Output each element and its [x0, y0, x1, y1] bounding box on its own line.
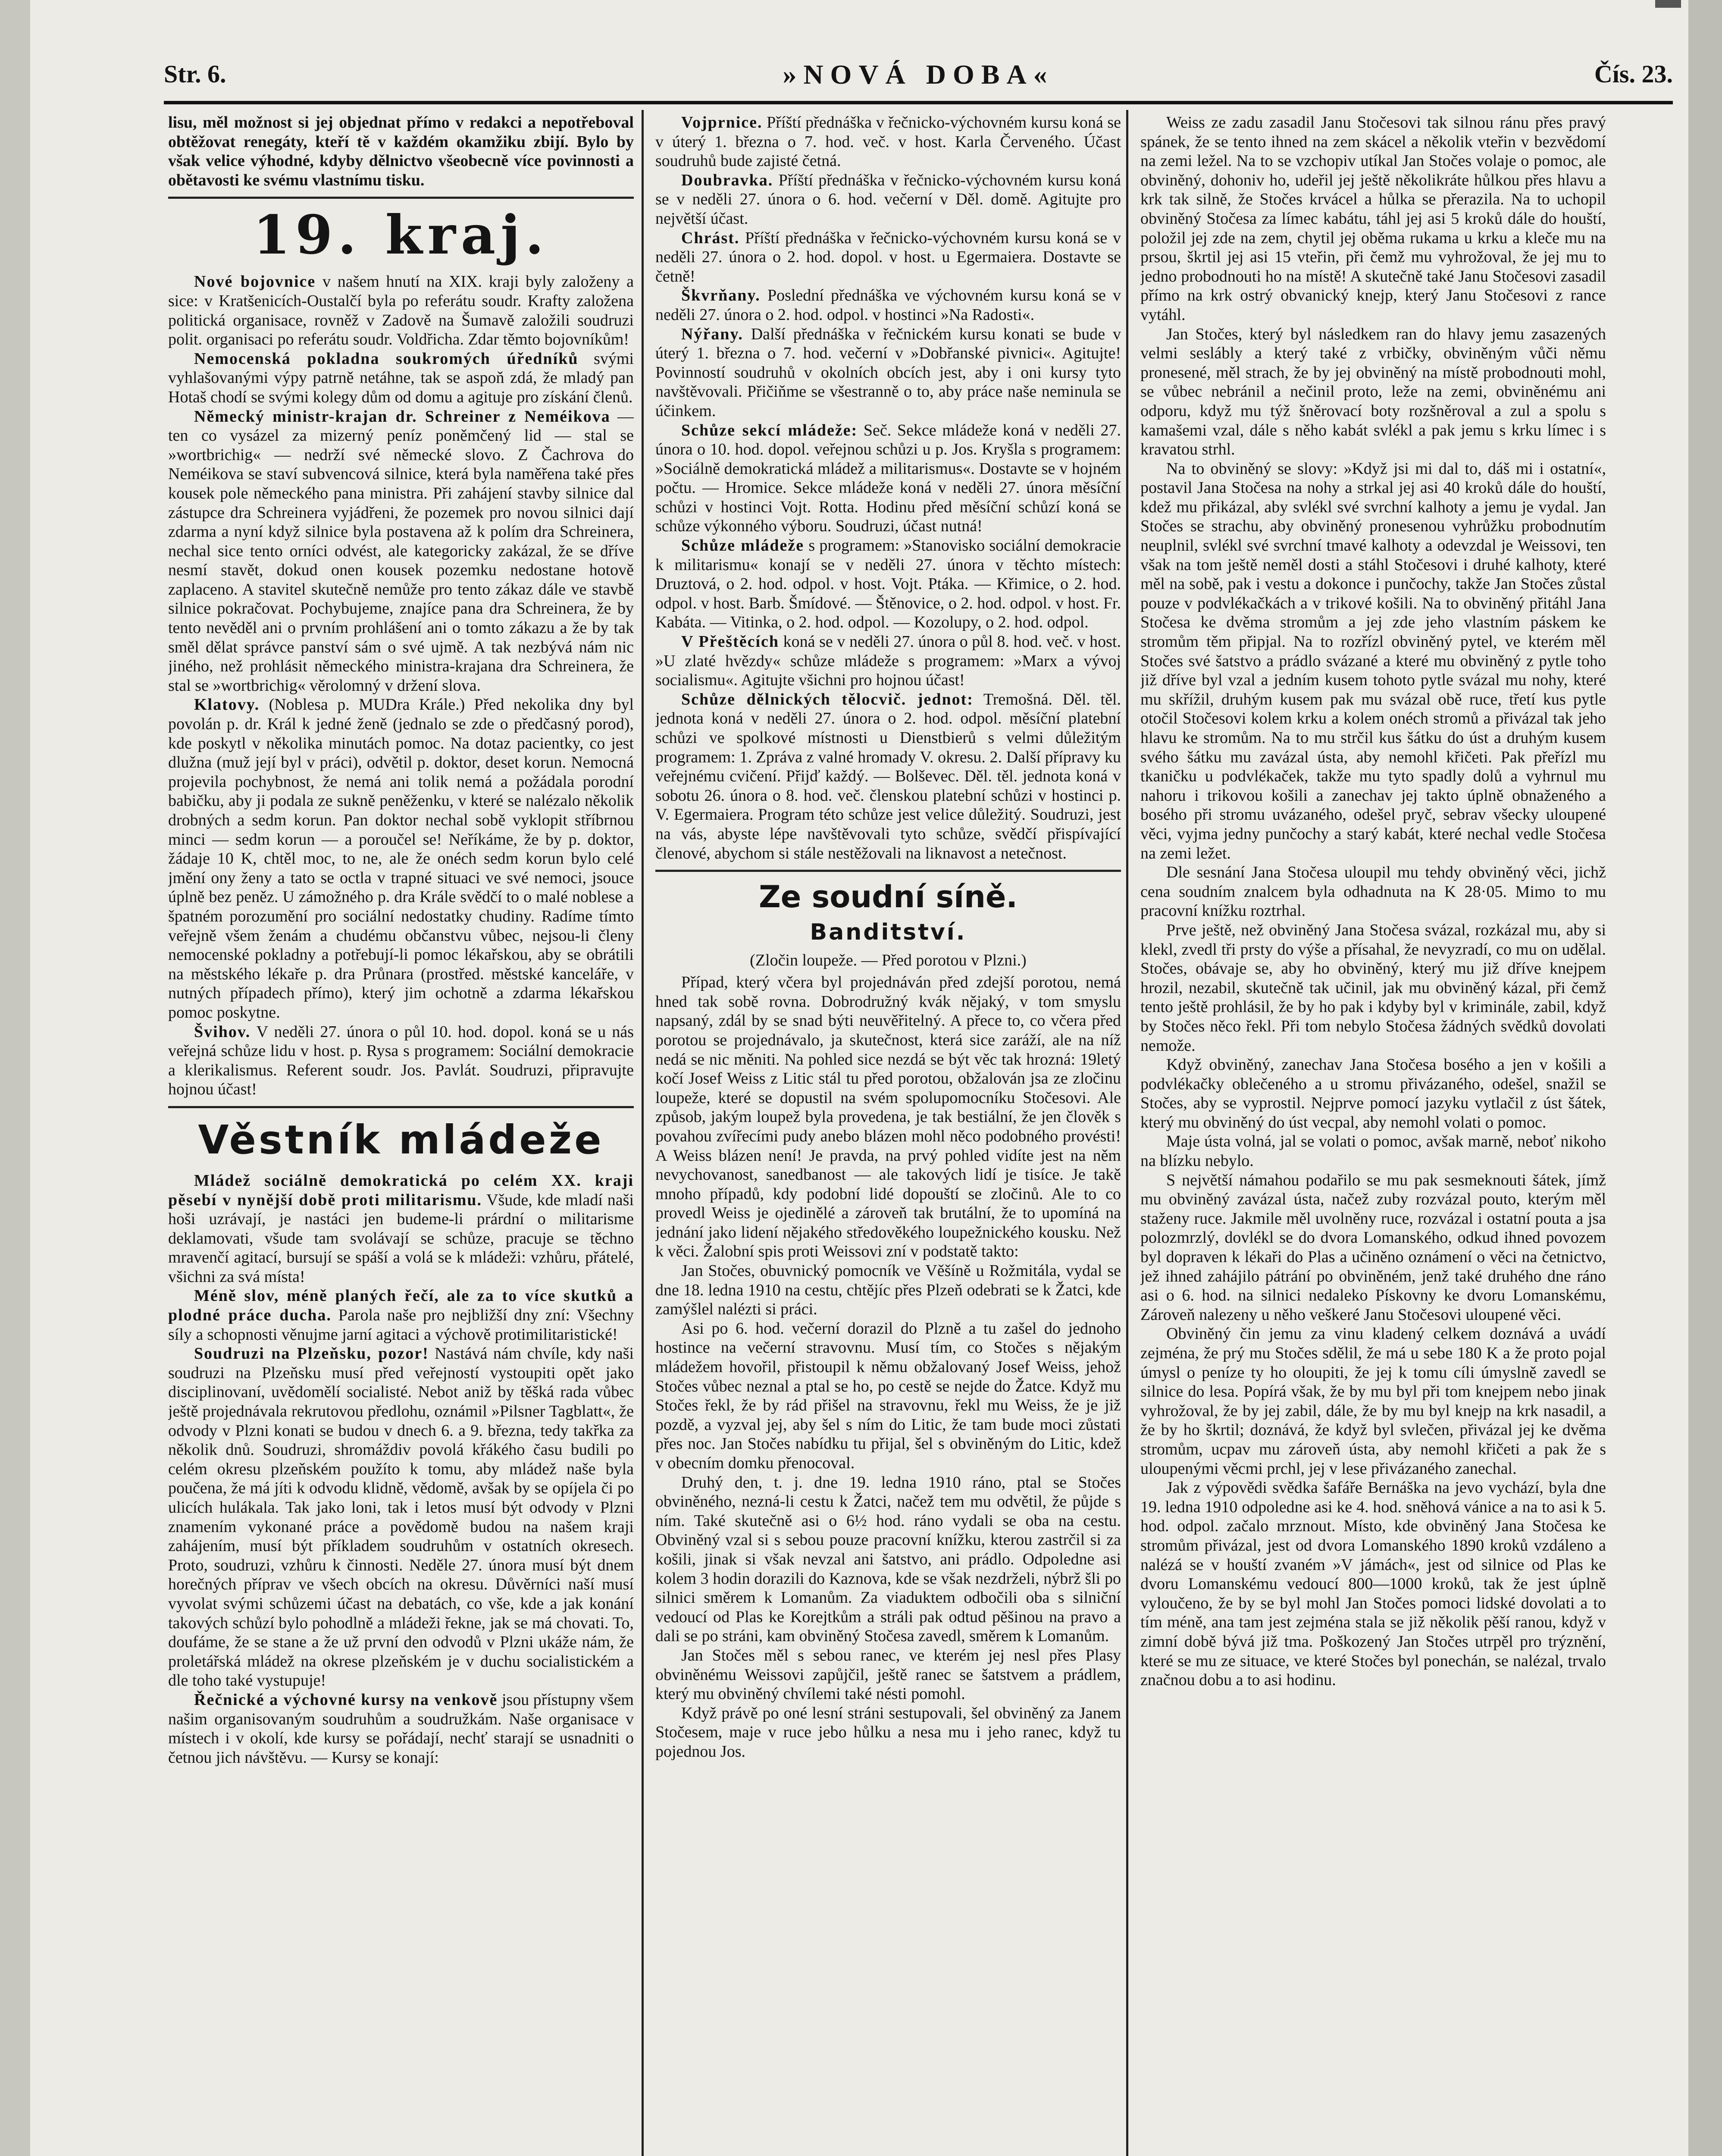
article-paragraph: Jak z výpovědi svědka šafáře Bernáška na jevo vychází, byla dne 19. ledna 1910 odpoledne asi ke 4. hod. sněhová vánice a na to asi k 5. hod. odpol. začalo mrznout. Místo, kde obviněný Jana Stočesa ke stromům přivázal, jest od dvora Lomanského 1890 kroků vzdáleno a nalézá se v houští zvaném »V jámách«, jest od silnice od Plas ke dvoru Lomanskému vedoucí 800—1000 kroků, tak že jest úplně vyloučeno, že by se byl mohl Jan Stočes pomoci lidské dovolati a to tím méně, ana tam jest zejména stala se již několik pěší ranou, když v zimní době bývá již tma. Poškozený Jan Stočes utrpěl pro trýznění, které se mu ze situace, ve které Stočes byl ponechán, se nalézal, trvalo značnou dobu a to asi hodinu.: [1140, 1479, 1606, 1689]
news-item-text: Další přednáška v řečnickém kursu konati se bude v úterý 1. března o 7. hod. večerní v »Dobřanské pivnici«. Agitujte! Povinností soudruhů v okolních obcích jest, aby i oni kursy tyto navštěvovali. Přičiňme se všestranně o to, aby práce naše neminula se účinkem.: [655, 325, 1121, 420]
news-item-heading: Řečnické a výchovné kursy na venkově: [194, 1690, 498, 1709]
section-rule: [168, 1106, 634, 1108]
news-item-heading: Mládež sociálně demokratická po celém XX. kraji pěsebí v nynější době proti militarismu.: [168, 1171, 634, 1209]
article-paragraph: Na to obviněný se slovy: »Když jsi mi dal to, dáš mi i ostatní«, postavil Jana Stočesa na nohy a strkal jej asi 40 kroků dále do houští, kdež mu přikázal, aby svlékl své svrchní kalhoty a jemu je vydal. Jan Stočes se strachu, aby obviněný pronesenou vyhrůžku probodnutím neuplnil, svlékl své svrchní tmavé kalhoty a odevzdal je Weissovi, ten však na tom ještě neměl dosti a stáhl Stočesovi i druhé kalhoty, které měl na sobě, pak i vestu a dokonce i punčochy, takže Jan Stočes zůstal pouze v podvlékačkách a v trikové košili. Na to obviněný přitáhl Jana Stočesa ke dvěma stromům a jej zde jeho vlastním páskem ke stromům těm připjal. Na to rozřízl obviněný pytel, ve kterém měl Stočes své šatstvo a prádlo svázané a které mu obviněný z pytle toho již dříve byl vzal a jedním kusem tohoto pytle svázal mu nohy, které mu skřížil, druhým kusem pak mu svázal obě ruce, třetí kus pytle otočil Stočesovi kolem krku a kolem onéch stromů a přivázal tak jeho hlavu ke stromům. Na to mu strčil kus šátku do úst a druhým kusem svého šátku mu zavázal ústa, aby nemohl křičeti. Pak přeřízl mu tkaničku u podvlékaček, takže mu tyto spadly dolů a vyhrnul mu nahoru i trikovou košili a zanechav jej takto úplně obnaženého a bosého při stromu uvázaného, odešel pryč, sebrav všecky uloupené věci, vyjma jedny punčochy a starý kabát, které nechal vedle Stočesa na zemi ležet.: [1140, 459, 1606, 862]
ink-mark: [1655, 0, 1681, 8]
court-article-note: (Zločin loupeže. — Před porotou v Plzni.): [750, 951, 1027, 970]
paper-title: »NOVÁ DOBA«: [783, 59, 1054, 90]
news-item: [655, 421, 1121, 536]
court-section-title: Ze soudní síně.: [758, 879, 1018, 915]
news-item: [168, 272, 634, 349]
news-item-text: s programem: »Stanovisko sociální demokracie k militarismu« konají se v neděli 27. února v těchto místech: Druztová, o 2. hod. odpol. v host. Vojt. Ptáka. — Křimice, o 2. hod. odpol. v host. Barb. Šmídové. — Štěnovice, o 2. hod. odpol. v host. Fr. Kabáta. — Vitinka, o 2. hod. odpol. — Kozolupy, o 2. hod. odpol.: [655, 536, 1121, 632]
section-rule: [655, 870, 1121, 872]
news-item-heading: Soudruzi na Plzeňsku, pozor!: [194, 1344, 429, 1363]
court-article-body: [655, 973, 1121, 1761]
column-divider-1: [642, 110, 644, 2156]
news-item-text: (Noblesa p. MUDra Krále.) Před nekolika dny byl povolán p. dr. Král k jedné ženě (jednalo se zde o předčasný porod), kde poskytl v několika minutách pomoc. Na dotaz pacientky, co jest dlužna (muž její byl v práci), odvětil p. doktor, deset korun. Nemocná projevila pochybnost, že nemá ani tolik nemá a požádala porodní babičku, aby ji podala ze sukně peněženku, v které se nalézalo několik drobných a sedm korun. Pan doktor nechal sobě vyklopit stříbrnou minci — sedm korun — a poroučel se! Neříkáme, že by p. doktor, žádaje 10 K, chtěl moc, to ne, ale že onéch sedm korun bylo celé jmění ony ženy a tato se octla v trapné situaci ve své nemoci, jsouce úplně bez peněz. U zámožného p. dra Krále svědčí to o malé noblese a špatném porozumění pro sociální nedostatky chudiny. Radíme tímto veřejně všem ženám a chudému občanstvu vůbec, nejsou-li členy nemocenské pokladny a potřebují-li pomoc lékařskou, aby se obrátili na městského lékaře p. dra Průnara (prostřed. městské kanceláře, v nutných případech přímo), který jim ochotně a zdarma lékařskou pomoc poskytne.: [168, 696, 634, 1022]
article-paragraph: Druhý den, t. j. dne 19. ledna 1910 ráno, ptal se Stočes obviněného, nezná-li cestu k Žatci, načež tem mu odvětil, že půjde s ním. Také skutečně asi o 6½ hod. ráno vydali se oba na cestu. Obviněný vzal si s sebou pouze pracovní knížku, kterou zastrčil si za košili, jinak si však nevzal ani šatstvo, ani prádlo. Odpoledne asi kolem 3 hodin dorazili do Kaznova, kde se však nezdrželi, nýbrž šli po silnici směrem k Lomanům. Za viaduktem odbočili oba s silniční vedoucí od Plas ke Korejtkům a stráli pak odtud pěšinou na pravo a dali se po stráni, kam obviněný Stočesa zavedl, směrem k Lomanům.: [655, 1473, 1121, 1645]
column-2: [655, 113, 1121, 2156]
news-item-heading: Švihov.: [194, 1022, 251, 1041]
news-item-text: Příští přednáška v řečnicko-výchovném kursu koná se v úterý 1. března o 7. hod. več. v host. Karla Červeného. Účast soudruhů bude zajisté četná.: [655, 113, 1121, 170]
youth-news-list: [168, 1171, 634, 1767]
news-item-text: svými vyhlašovanými výpy patrně netáhne, tak se aspoň zdá, že mladý pan Hotaš chodí se svými kolegy dům od domu a agituje pro získání členů.: [168, 349, 634, 406]
kraj-news-list: [168, 272, 634, 1099]
column-divider-2: [1126, 110, 1128, 2156]
news-item-heading: V Přeštěcích: [681, 633, 780, 651]
intro-paragraph: lisu, měl možnost si jej objednat přímo v redakci a nepotřeboval obtěžovat renegáty, kteří tě v každém okamžiku zbijí. Bylo by však velice výhodné, kdyby dělnictvo všeobecně více povinnosti a obětavosti ke svému vlastnímu tisku.: [168, 113, 634, 189]
section-title-19-kraj: 19. kraj.: [253, 204, 549, 267]
news-item-heading: Schůze dělnických tělocvič. jednot:: [681, 690, 974, 708]
news-item-heading: Schůze sekcí mládeže:: [681, 421, 858, 439]
article-paragraph: Když obviněný, zanechav Jana Stočesa bosého a jen v košili a podvlékačky oblečeného a u stromu přivázaného, odešel, snažil se Stočes, aby se vyprostil. Nejprve pomocí jazyku vytlačil z úst šátek, který mu obviněný do úst vecpal, aby nemohl volati o pomoc.: [1140, 1056, 1606, 1131]
news-item-text: Poslední přednáška ve výchovném kursu koná se v neděli 27. února o 2. hod. odpol. v hostinci »Na Radosti«.: [655, 286, 1121, 324]
news-item: [168, 1690, 634, 1767]
news-item-heading: Doubravka.: [681, 171, 773, 189]
column-3: [1140, 113, 1606, 2156]
news-item-text: koná se v neděli 27. února o půl 8. hod. več. v host. »U zlaté hvězdy« schůze mládeže s programem: »Marx a vývoj socialismu«. Agitujte všichni pro hojnou účast!: [655, 633, 1121, 689]
article-paragraph: Dle sesnání Jana Stočesa uloupil mu tehdy obviněný věci, jichž cena soudním znalcem byla odhadnuta na K 28·05. Mimo to mu pracovní knížku roztrhal.: [1140, 863, 1606, 920]
news-item-heading: Méně slov, méně planých řečí, ale za to více skutků a plodné práce ducha.: [168, 1287, 634, 1325]
section-title-youth: Věstník mládeže: [198, 1116, 604, 1163]
scan-edge-left: [0, 0, 30, 2156]
article-paragraph: Když právě po oné lesní stráni sestupovali, šel obviněný za Janem Stočesem, maje v ruce jebo hůlku a nesa mu i jeho ranec, když tu pojednou Jos.: [655, 1704, 1121, 1761]
court-article-title: Banditství.: [810, 919, 967, 946]
header-rule: [164, 101, 1673, 104]
article-paragraph: Obviněný čin jemu za vinu kladený celkem doznává a uvádí zejména, že prý mu Stočes sdělil, že má u sebe 180 K a že proto pojal úmysl o peníze ty ho oloupiti, že jej k tomu cíli úmyslně zavedl se silnice do lesa. Popírá však, že by mu byl při tom knejpem nebo jinak vyhrožoval, že by jej zabil, dále, že by mu byl knejp na krk nasadil, a že by ho škrtil; doznává, že když byl svlečen, přivázal jej ke dvěma stromům, ucpav mu zároveň ústa, aby nemohl křičeti a pak že s uloupenými věcmi prchl, jej v lese přivázaného zanechal.: [1140, 1325, 1606, 1478]
news-item-text: Parola naše pro nejbližší dny zní: Všechny síly a schopnosti věnujme jarní agitaci a výchově protimilitaristické!: [168, 1306, 634, 1344]
news-item-text: — ten co vysázel za mizerný peníz poněmčený lid — stal se »wortbrichig« — nedrží své německé slovo. Z Čachrova do Neméikova se staví subvencová silnice, která byla naměřena také přes kousek pole německého pana ministra. Při zahájení stavby silnice dal zástupce dra Schreinera vyjádřeni, že pozemek pro novou silnici dají zdarma a nyní když silnice byla postavena až k polím dra Schreinera, nechal sice tento orníci odvést, ale kategoricky zakázal, že se dříve nesmí stavět, dokud onen kousek pozemku nedostane hotově zaplaceno. A stavitel skutečně nemůže pro tento zákaz dále ve stavbě silnice pokračovat. Pochybujeme, znajíce pana dra Schreinera, že by tento nevěděl ani o prvním prohlášení ani o tomto zákazu a že by tak směl dělat správce panství sám o své ujmě. A tak nezbývá nám nic jiného, než prohlásit německého ministra-krajana dra Schreinera, že stal se »wortbrichig« věrolomný v držení slova.: [168, 407, 634, 695]
news-item: [168, 1022, 634, 1099]
scan-edge-right: [1688, 0, 1722, 2156]
news-item-text: V neděli 27. února o půl 10. hod. dopol. koná se u nás veřejná schůze lidu v host. p. Rysa s programem: Sociální demokracie a klerikalismus. Referent soudr. Jos. Pavlát. Soudruzi, připravujte hojnou účast!: [168, 1022, 634, 1099]
article-paragraph: Jan Stočes, který byl následkem ran do hlavy jemu zasazených velmi seslábly a který také z vrbičky, obviněným vůči němu pronesené, měl strach, že by jej obviněný na místě probodnouti mohl, se vůbec nebránil a nečinil proto, leže na zemi, obviněnému ani odporu, když mu týž šněrovací boty rozšněroval a zul a spolu s kamašemi vzal, dále s něho kabát svlékl a pak jemu s krku límec i s kravatou strhl.: [1140, 325, 1606, 459]
news-item-text: Příští přednáška v řečnicko-výchovném kursu koná se v neděli 27. února o 6. hod. večerní v Děl. domě. Agitujte pro největší účast.: [655, 171, 1121, 228]
news-item-heading: Chrást.: [681, 229, 740, 247]
news-item-heading: Nemocenská pokladna soukromých úředníků: [194, 349, 579, 368]
news-item: [655, 113, 1121, 171]
news-item-heading: Schůze mládeže: [681, 536, 805, 555]
news-item: [168, 1171, 634, 1287]
news-item: [168, 695, 634, 1022]
news-item-heading: Vojprnice.: [681, 113, 763, 132]
news-item-heading: Klatovy.: [194, 696, 260, 714]
news-item-heading: Škvrňany.: [681, 286, 761, 305]
issue-number: Čís. 23.: [1594, 60, 1673, 88]
court-article-continuation: [1140, 113, 1606, 1690]
news-item-text: Všude, kde mladí naši hoši uzrávají, je nastáci jen budeme-li prárdní o militarisme deklamovati, všude tam svolávají se schůze, pracuje se těchno mravenčí agitací, bursují se spáší a volá se k mládeži: vzhůru, přátelé, všichni za svá místa!: [168, 1191, 634, 1286]
article-paragraph: Prve ještě, než obviněný Jana Stočesa svázal, rozkázal mu, aby si klekl, zvedl tři prsty do výše a přísahal, že nevyzradí, co mu on udělal. Stočes, obávaje se, aby ho obviněný, který mu již dříve knejpem hrozil, nezabil, skutečně tak učinil, jak mu obviněný kázal, při čemž tento ještě prohlásil, že by ho pak i kdyby byl v kriminále, zabil, když by Stočes něco řekl. Při tom nebylo Stočesa žádných svědků dovolati nemože.: [1140, 921, 1606, 1055]
news-item-heading: Nové bojovnice: [194, 273, 316, 291]
page-header: [164, 51, 1673, 98]
page-number: Str. 6.: [164, 60, 226, 88]
news-item-heading: Nýřany.: [681, 325, 743, 343]
news-item: [168, 1286, 634, 1344]
column-1: [168, 113, 634, 2156]
news-item: [655, 171, 1121, 229]
news-item-text: jsou přístupny všem našim organisovaným soudruhům a soudružkám. Naše organisace v místech i v okolí, kde kursy se pořádají, nechť starají se usnadniti o četnou jich návštěvu. — Kursy se konají:: [168, 1690, 634, 1767]
article-paragraph: Weiss ze zadu zasadil Janu Stočesovi tak silnou ránu přes pravý spánek, že se tento ihned na zem skácel a několik vteřin v bezvědomí na zemi ležel. Na to se vzchopiv utíkal Jan Stočes volaje o pomoc, ale obviněný, dohoniv ho, udeřil jej ještě několikráte hůlkou přes hlavu a krk tak silně, že Stočes krvácel a hůlka se přerazila. Na to uchopil obviněný Stočesa za límec kabátu, táhl jej asi 5 kroků dále do houští, položil jej zde na zem, chytil jej oběma rukama u krku a kleče mu na prsou, škrtil jej asi 15 vteřin, při čemž mu vyhrožoval, že jej mu to jedno probodnouti ho na místě! A skutečně také Janu Stočesovi zasadil přímo na krk ostrý obvanický knejp, který Janu Stočesovi z rance vytáhl.: [1140, 113, 1606, 324]
news-item-heading: Německý ministr-krajan dr. Schreiner z Neméikova: [194, 407, 611, 426]
news-item-text: Seč. Sekce mládeže koná v neděli 27. února o 10. hod. dopol. veřejnou schůzi u p. Jos. Kryšla s programem: »Sociálně demokratická mládež a militarismus«. Dostavte se v hojném počtu. — Hromice. Sekce mládeže koná v neděli 27. února měsíční schůzi v hostinci Vojt. Rotta. Hodinu před měsíční schůzí koná se schůze výkonného výboru. Soudruzi, účast nutná!: [655, 421, 1121, 536]
news-item-text: v našem hnutí na XIX. kraji byly založeny a sice: v Kratšenicích-Oustalčí byla po referátu soudr. Krafty založena politická organisace, rovněž v Zadově na Šumavě založili soudruzi polit. organisaci po referátu soudr. Voldřicha. Zdar těmto bojovníkům!: [168, 273, 634, 349]
news-item: [168, 407, 634, 696]
news-item: [168, 1344, 634, 1690]
news-item: [655, 690, 1121, 863]
news-item: [655, 325, 1121, 421]
news-item-text: Tremošná. Děl. těl. jednota koná v neděli 27. února o 2. hod. odpol. měsíční platební schůzi ve spolkové místnosti u Dienstbierů s velmi důležitým programem: 1. Zpráva z valné hromady V. okresu. 2. Další přípravy ku veřejnému cvičení. Přijď každý. — Bolševec. Děl. těl. jednota koná v sobotu 26. února o 8. hod. več. členskou platební schůzi v hostinci p. V. Egermaiera. Program této schůze jest velice důležitý. Soudruzi, jest na vás, abyste lépe navštěvovali tyto schůze, svědčí přispívající členové, abychom si stále nestěžovali na liknavost a netečnost.: [655, 690, 1121, 862]
article-paragraph: Maje ústa volná, jal se volati o pomoc, avšak marně, neboť nikoho na blízku nebylo.: [1140, 1132, 1606, 1170]
article-paragraph: Jan Stočes, obuvnický pomocník ve Věšíně u Rožmitála, vydal se dne 18. ledna 1910 na cestu, chtějíc přes Plzeň odebrati se k Žatci, kde zamýšlel nalézti si práci.: [655, 1262, 1121, 1319]
section-rule: [168, 197, 634, 199]
article-paragraph: Jan Stočes měl s sebou ranec, ve kterém jej nesl přes Plasy obviněnému Weissovi zapůjčil, ještě ranec se šatstvem a prádlem, který mu obviněný chvílemi také nésti pomohl.: [655, 1646, 1121, 1703]
article-paragraph: S největší námahou podařilo se mu pak sesmeknouti šátek, jímž mu obviněný zavázal ústa, načež zuby rozvázal pouto, kterým měl staženy ruce. Jakmile měl uvolněny ruce, rozvázal i ostatní pouta a jsa polozmrzlý, dovlékl se do dvora Lomanského, odkud ihned povozem byl dopraven k lékaři do Plas a učiněno oznámení o věci na četnictvo, jež ihned zahájilo pátrání po obviněném, jenž také druhého dne ráno asi o 6. hod. na silnici nedaleko Pískovny ke dvoru Lomanskému, Zároveň nalezeny u něho veškeré Janu Stočesovi uloupené věci.: [1140, 1171, 1606, 1324]
article-paragraph: Asi po 6. hod. večerní dorazil do Plzně a tu zašel do jednoho hostince na večerní stravovnu. Musí tím, co Stočes s nějakým mládežem hovořil, přistoupil k němu obžalovaný Josef Weiss, jehož Stočes vůbec neznal a ptal se ho, po cestě se nejde do Žatce. Když mu Stočes řekl, že by rád přišel na stravovnu, řekl mu Weiss, že je již pozdě, a vyzval jej, aby šel s ním do Litic, že tam bude moci zůstati přes noc. Jan Stočes nabídku tu přijal, šel s obviněným do Litic, kdež v obecním domku přenocoval.: [655, 1319, 1121, 1472]
news-item: [168, 349, 634, 407]
news-item: [655, 286, 1121, 324]
article-paragraph: Případ, který včera byl projednáván před zdejší porotou, nemá hned tak sobě rovna. Dobrodružný kvák nějaký, v tom smyslu napsaný, zdál by se snad býti neuvěřitelný. A přece to, co včera před porotou se projednávalo, ja skutečnost, která sice zaráží, ale na níž nedá se nic měniti. Na pohled sice nezdá se být věc tak hrozná: 19letý kočí Josef Weiss z Litic stál tu před porotou, obžalován jsa ze zločinu loupeže, které se dopustil na svém spolupomocníku Stočesovi. Ale způsob, jakým loupež byla provedena, je tak bestiální, že jen člověk s povahou zvířecími pudy anebo blázen mohl něco podobného provésti! A Weiss blázen není! Je pravda, na prvý pohled vidíte jest na něm nevychovanost, sanedbanost — ale takových lidí je tisíce. Je takě mnoho případů, kdy podobní lidé dopouští se zločinů. Ale to co provedl Weiss je ojedinělé a zároveň tak brutální, že to upomíná na jednání jako lidení nějakého středověkého loupežnického kousku. Než k věci. Žalobní spis proti Weissovi zní v podstatě takto:: [655, 973, 1121, 1261]
news-item: [655, 536, 1121, 632]
news-item-text: Nastává nám chvíle, kdy naši soudruzi na Plzeňsku musí před veřejností vystoupiti opět jako disciplinovaní, uvědomělí socialisté. Nebot aniž by těšká rada vůbec ještě projednávala rekrutovou předlohu, oznámil »Pilsner Tagblatt«, že odvody v Plzni konati se budou v dnech 6. a 9. března, tedy takřka za několik dnů. Soudruzi, shromáždiv povolá křákého času budili po celém okresu plzeňském použíto k tomu, aby mládež naše byla poučena, že má jíti k odvodu klidně, vědomě, avšak by se opíjela či po ulicích hulákala. Tak jako loni, tak i letos musí být odvody v Plzni znamením vykonané práce a povědomě budou na našem kraji zahájením, musí být příkladem soudruhům v ostatních okresech. Proto, soudruzi, vzhůru k činnosti. Neděle 27. února musí být dnem horečných příprav ve všech obcích na okresu. Důvěrníci naší musí vyvolat svými schůzemi účast na debatách, co vše, kde a jak konání takových schůzí bylo pohodlně a mládeži řekne, jak se má chovati. To, doufáme, že se stane a že už první den odvodů v Plzni ukáže nám, že proletářská mládež na okrese plzeňském je v duchu socialistickém a dle toho také vystupuje!: [168, 1344, 634, 1690]
news-item: [655, 229, 1121, 286]
news-item-text: Příští přednáška v řečnicko-výchovném kursu koná se v neděli 27. února o 2. hod. dopol. v host. u Egermaiera. Dostavte se četně!: [655, 229, 1121, 285]
course-announcements: [655, 113, 1121, 863]
news-item: [655, 632, 1121, 690]
